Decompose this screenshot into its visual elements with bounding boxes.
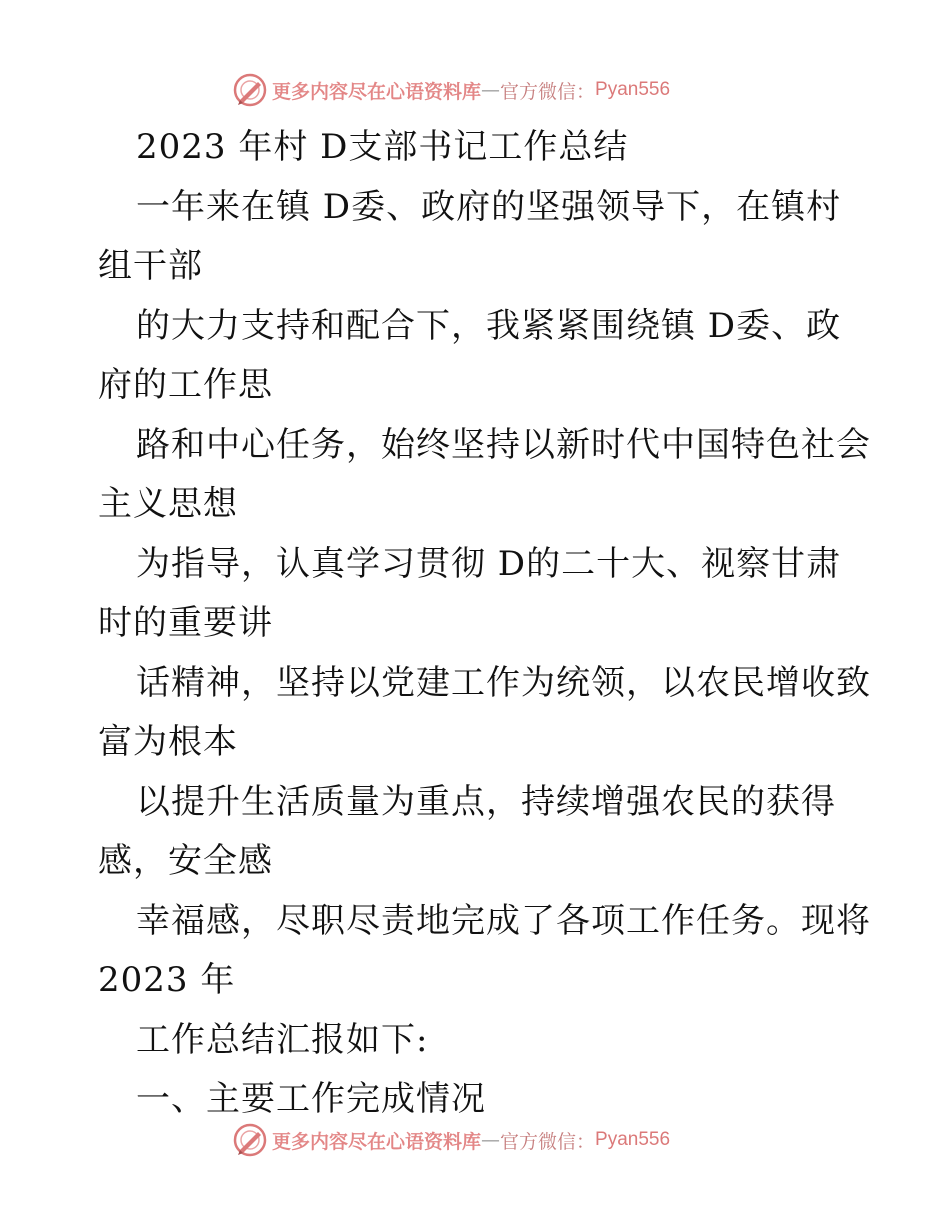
paragraph-line: 幸福感，尽职尽责地完成了各项工作任务。现将 (136, 900, 871, 941)
paragraph-line: 主义思想 (98, 484, 238, 524)
paragraph-line: 话精神，坚持以党建工作为统领，以农民增收致 (136, 662, 871, 703)
paragraph-line: 富为根本 (98, 722, 238, 762)
footer-watermark (232, 1120, 670, 1160)
watermark-main-text: 更多内容尽在心语资料库 (272, 1130, 482, 1153)
document-title: 2023 年村 D支部书记工作总结 (136, 127, 629, 167)
watermark-sub-text: 官方微信： (500, 80, 596, 103)
pen-logo-icon (232, 72, 268, 108)
paragraph-line: 的大力支持和配合下，我紧紧围绕镇 D委、政 (136, 305, 842, 346)
paragraph-line: 时的重要讲 (98, 603, 273, 643)
document-body (98, 125, 878, 1137)
section-heading: 一、主要工作完成情况 (136, 1079, 486, 1119)
paragraph-line: 感，安全感 (98, 841, 273, 881)
paragraph-line: 组干部 (98, 246, 203, 286)
pen-logo-icon (232, 1122, 268, 1158)
paragraph-line: 以提升生活质量为重点，持续增强农民的获得 (136, 781, 836, 822)
watermark-sub-text: 官方微信： (500, 1130, 596, 1153)
paragraph-line: 府的工作思 (98, 365, 273, 405)
paragraph-line: 为指导，认真学习贯彻 D的二十大、视察甘肃 (136, 543, 842, 584)
watermark-dash: — (481, 1129, 501, 1151)
paragraph-line: 2023 年 (98, 960, 236, 1000)
paragraph-line: 路和中心任务，始终坚持以新时代中国特色社会 (136, 424, 871, 465)
paragraph-line: 工作总结汇报如下: (136, 1019, 429, 1060)
watermark-dash: — (481, 79, 501, 101)
watermark-id: Pyan556 (595, 79, 671, 100)
header-watermark (232, 70, 670, 110)
paragraph-line: 一年来在镇 D委、政府的坚强领导下，在镇村 (136, 186, 842, 227)
watermark-main-text: 更多内容尽在心语资料库 (272, 80, 482, 103)
watermark-id: Pyan556 (595, 1129, 671, 1150)
